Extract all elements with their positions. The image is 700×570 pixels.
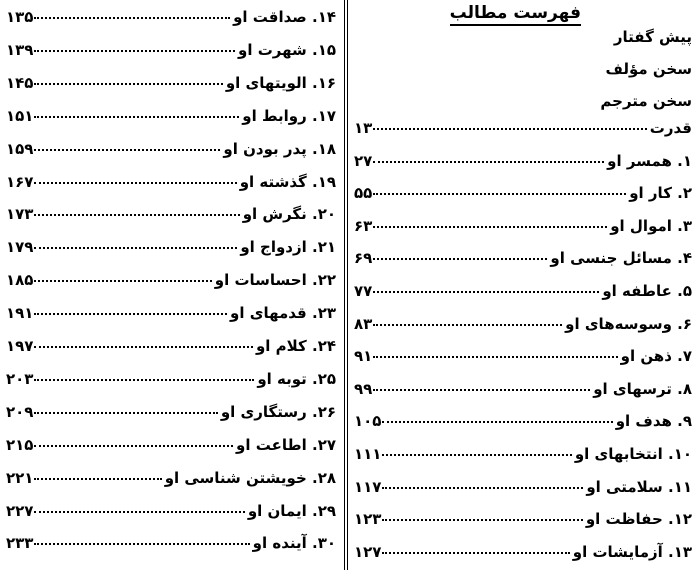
toc-entry [6, 105, 336, 127]
toc-entry [6, 434, 336, 456]
toc-entry-label: ۲۹. ایمان او [247, 501, 336, 520]
dot-leader [34, 266, 211, 282]
front-matter-item: سخن مؤلف [605, 60, 692, 78]
toc-entry [6, 236, 336, 258]
toc-entry-page-number: ۲۲۱ [6, 468, 34, 487]
toc-entry-page-number: ۱۱۷ [354, 477, 382, 496]
toc-entry-label: ۱۹. گذشته او [239, 172, 336, 191]
dot-leader [34, 299, 227, 315]
toc-entry-label: ۹. هدف او [615, 412, 692, 431]
dot-leader [382, 505, 582, 521]
toc-entry [6, 171, 336, 193]
dot-leader [373, 342, 617, 358]
toc-entry-label: ۱۱. سلامتی او [586, 477, 692, 496]
dot-leader [34, 431, 233, 447]
toc-entry-page-number: ۱۲۳ [354, 510, 382, 529]
toc-entry [354, 476, 692, 498]
toc-entry-page-number: ۱۷۳ [6, 205, 34, 224]
toc-title: فهرست مطالب [450, 3, 581, 26]
toc-entry [6, 269, 336, 291]
dot-leader [382, 538, 569, 554]
toc-entry [6, 6, 336, 28]
toc-entry-label: قدرت [649, 119, 692, 137]
toc-entry-label: ۳. اموال او [610, 216, 692, 235]
toc-entry-label: ۱۸. پدر بودن او [223, 139, 336, 158]
toc-entry-label: ۱۵. شهرت او [238, 40, 336, 59]
toc-entry-page-number: ۱۳۹ [6, 40, 34, 59]
toc-entry-label: ۲۶. رستگاری او [220, 402, 336, 421]
toc-entry [354, 182, 692, 204]
toc-entry-page-number: ۸۳ [354, 314, 373, 333]
toc-entry [6, 302, 336, 324]
dot-leader [34, 497, 244, 513]
dot-leader [373, 212, 607, 228]
dot-leader [373, 277, 599, 293]
toc-entry [6, 138, 336, 160]
dot-leader [34, 3, 230, 19]
toc-entry [6, 401, 336, 423]
toc-entry [354, 247, 692, 269]
toc-entry-page-number: ۶۳ [354, 216, 373, 235]
toc-entry-page-number: ۲۳۳ [6, 534, 34, 553]
toc-entry-page-number: ۲۰۳ [6, 369, 34, 388]
toc-left-column [2, 0, 340, 570]
dot-leader [34, 69, 222, 85]
toc-entry-label: ۸. ترسهای او [593, 379, 692, 398]
column-divider [344, 0, 345, 570]
dot-leader [34, 102, 239, 118]
toc-entry-page-number: ۲۱۵ [6, 435, 34, 454]
dot-leader [373, 310, 562, 326]
toc-entry-label: ۴. مسائل جنسی او [550, 249, 692, 268]
toc-entry [354, 410, 692, 432]
toc-entry-page-number: ۱۸۵ [6, 271, 34, 290]
toc-entry-page-number: ۱۱۱ [354, 445, 382, 463]
dot-leader [34, 36, 235, 52]
toc-entry-page-number: ۶۹ [354, 249, 373, 268]
dot-leader [373, 244, 547, 260]
toc-entry [354, 215, 692, 237]
dot-leader [34, 398, 217, 414]
toc-entry-page-number: ۱۹۱ [6, 304, 34, 323]
toc-entry-label: ۱۲. حفاظت او [585, 510, 692, 529]
toc-entry [6, 368, 336, 390]
toc-entry [354, 378, 692, 400]
dot-leader [34, 135, 220, 151]
toc-entry-label: ۱۰. انتخابهای او [574, 445, 692, 463]
toc-entry-label: ۲۰. نگرش او [242, 205, 336, 224]
toc-entry [354, 541, 692, 563]
toc-entry-page-number: ۵۵ [354, 184, 373, 203]
toc-entry-label: ۲۱. ازدواج او [240, 238, 336, 257]
toc-entry-label: ۲۵. توبه او [257, 369, 336, 388]
toc-entry-page-number: ۱۵۹ [6, 139, 34, 158]
toc-entry-label: ۳۰. آینده او [252, 534, 336, 553]
dot-leader [34, 168, 236, 184]
toc-entry [6, 72, 336, 94]
toc-entry [354, 345, 692, 367]
dot-leader [373, 179, 626, 195]
toc-entry-page-number: ۱۹۷ [6, 337, 34, 355]
toc-entry-label: ۱. همسر او [607, 151, 692, 170]
toc-entry [354, 443, 692, 465]
toc-entry [6, 467, 336, 489]
toc-entry-label: ۲۸. خویشتن شناسی او [164, 468, 336, 487]
toc-entry [354, 280, 692, 302]
toc-entry [354, 313, 692, 335]
toc-entry-page-number: ۹۹ [354, 379, 373, 398]
toc-entry-label: ۲۷. اطاعت او [236, 435, 336, 454]
dot-leader [382, 440, 571, 456]
toc-entry-page-number: ۹۱ [354, 347, 373, 366]
toc-entry-page-number: ۱۳ [354, 119, 373, 137]
dot-leader [373, 375, 590, 391]
toc-entry-page-number: ۱۵۱ [6, 106, 34, 125]
toc-entry-label: ۶. وسوسه‌های او [565, 314, 692, 333]
toc-entry-page-number: ۱۴۵ [6, 73, 34, 92]
toc-entry [6, 203, 336, 225]
toc-entry [6, 532, 336, 554]
dot-leader [373, 114, 646, 130]
dot-leader [34, 332, 253, 348]
toc-entry-label: ۲۳. قدمهای او [230, 304, 336, 323]
toc-entry [6, 500, 336, 522]
dot-leader [34, 200, 239, 216]
toc-entry-page-number: ۷۷ [354, 282, 373, 300]
dot-leader [34, 529, 249, 545]
toc-entry-label: ۲. کار او [629, 184, 692, 203]
column-divider [347, 0, 348, 570]
toc-entry [354, 117, 692, 139]
toc-entry-label: ۱۴. صداقت او [233, 8, 336, 26]
toc-entry-label: ۲۲. احساسات او [214, 271, 336, 290]
toc-entry-label: ۵. عاطفه او [602, 282, 692, 300]
toc-entry-page-number: ۱۶۷ [6, 172, 34, 191]
toc-entry-label: ۷. ذهن او [620, 347, 692, 366]
toc-entry-label: ۲۴. کلام او [255, 337, 336, 355]
toc-entry-page-number: ۱۷۹ [6, 238, 34, 257]
toc-entry-label: ۱۷. روابط او [242, 106, 336, 125]
dot-leader [34, 365, 254, 381]
front-matter-item: سخن مترجم [600, 92, 692, 110]
toc-entry-page-number: ۱۰۵ [354, 412, 382, 431]
toc-entry-page-number: ۲۰۹ [6, 402, 34, 421]
front-matter-item: پیش گفتار [613, 28, 692, 46]
dot-leader [382, 473, 583, 489]
toc-right-column [350, 0, 696, 570]
toc-entry-label: ۱۳. آزمایشات او [572, 542, 692, 561]
toc-entry-page-number: ۲۷ [354, 151, 373, 170]
toc-entry [6, 335, 336, 357]
toc-entry [354, 150, 692, 172]
dot-leader [373, 147, 604, 163]
toc-entry-label: ۱۶. الویتهای او [225, 73, 336, 92]
toc-entry-page-number: ۱۲۷ [354, 542, 382, 561]
toc-entry [6, 39, 336, 61]
dot-leader [34, 233, 237, 249]
toc-entry-page-number: ۲۲۷ [6, 501, 34, 520]
toc-entry-page-number: ۱۳۵ [6, 8, 34, 26]
toc-entry [354, 508, 692, 530]
dot-leader [34, 464, 161, 480]
dot-leader [382, 407, 612, 423]
